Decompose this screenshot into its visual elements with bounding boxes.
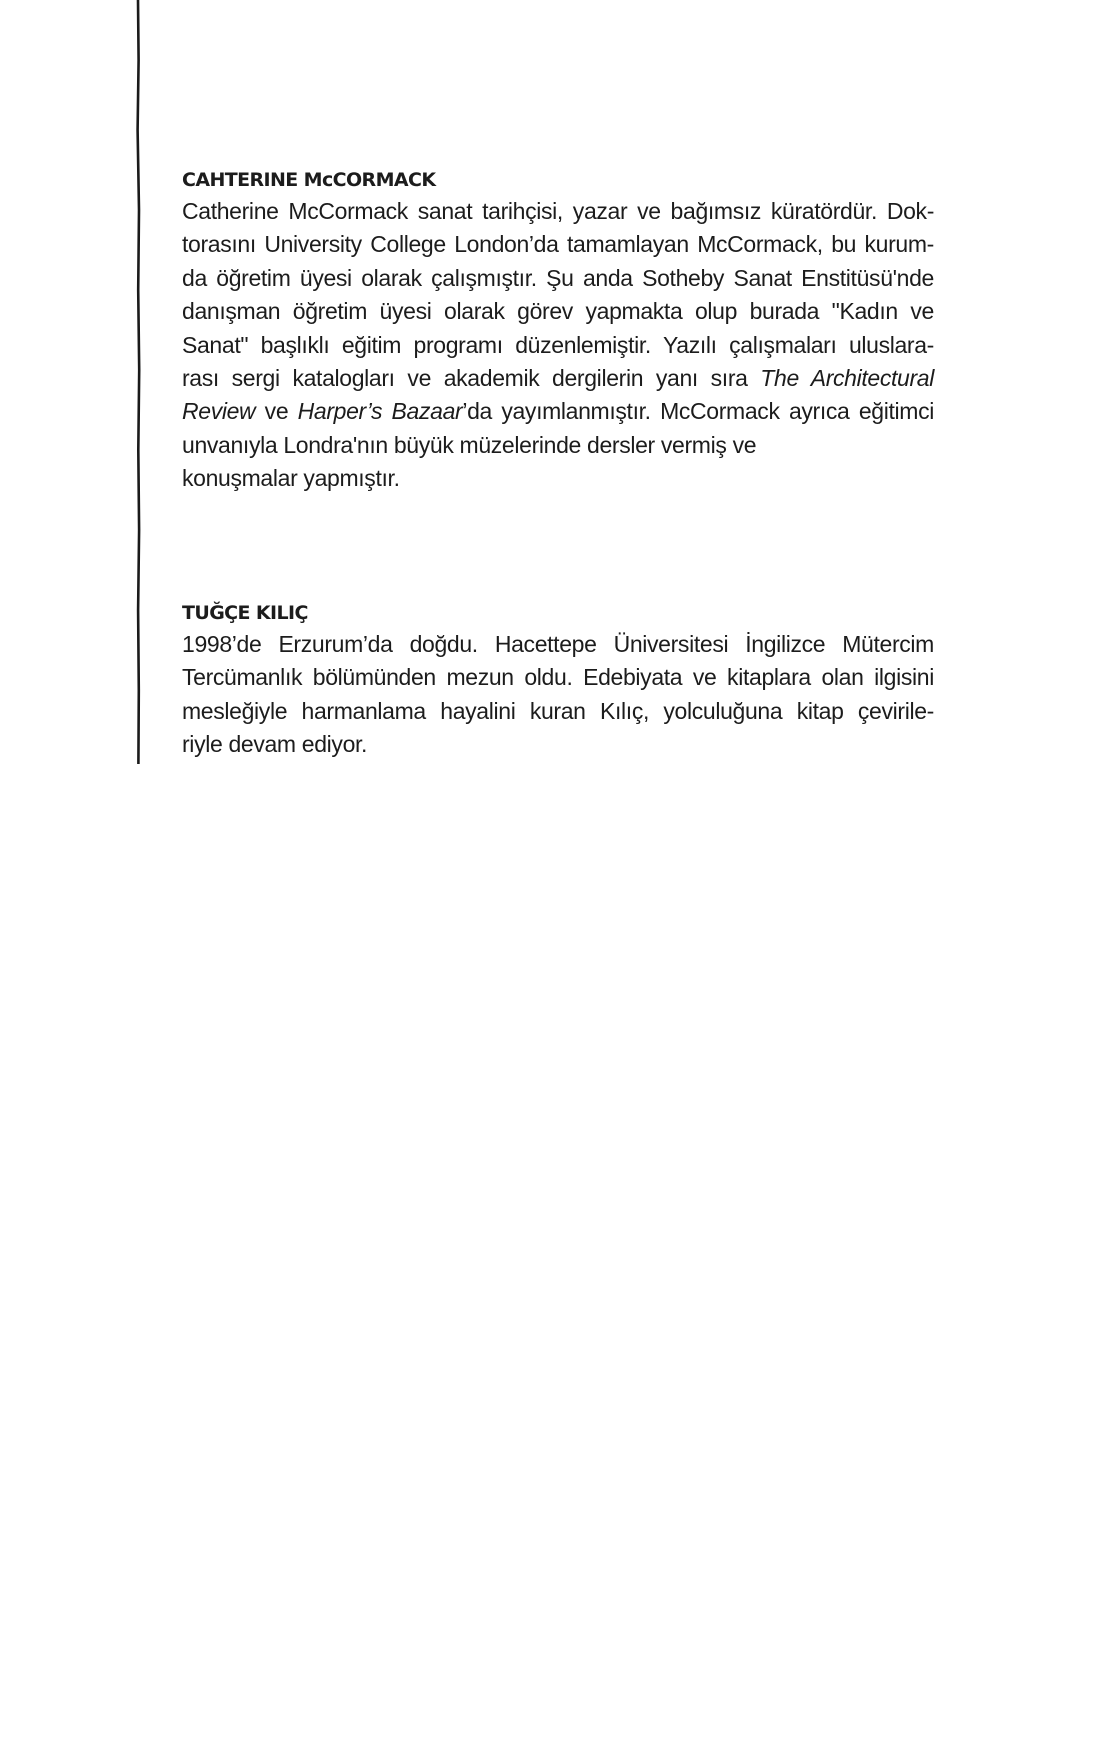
bio-line: Review ve Harper’s Bazaar’da yayımlanmıştır. McCormack ayrıca eğitimci [182, 398, 934, 425]
publication-title: The Architectural [760, 364, 935, 391]
bio-line: konuşmalar yapmıştır. [182, 465, 400, 492]
bio-line: Sanat" başlıklı eğitim programı düzenlemiştir. Yazılı çalışmaları uluslara- [182, 331, 934, 358]
author-name: CAHTERINE McCORMACK [182, 169, 436, 191]
translator-bio-text [182, 628, 934, 762]
bio-line: torasını University College London’da tamamlayan McCormack, bu kurum- [182, 231, 934, 258]
bio-line: unvanıyla Londra'nın büyük müzelerinde dersler vermiş ve [182, 431, 757, 458]
bio-line: danışman öğretim üyesi olarak görev yapmakta olup burada "Kadın ve [182, 298, 934, 325]
bio-line: Catherine McCormack sanat tarihçisi, yazar ve bağımsız küratördür. Dok- [182, 198, 934, 224]
margin-rule [134, 0, 144, 764]
translator-name: TUĞÇE KILIÇ [182, 602, 308, 624]
bio-line: mesleğiyle harmanlama hayalini kuran Kılıç, yolculuğuna kitap çevirile- [182, 697, 934, 724]
bio-line: riyle devam ediyor. [182, 731, 368, 758]
publication-title: Review [182, 398, 256, 425]
bio-line: 1998’de Erzurum’da doğdu. Hacettepe Üniversitesi İngilizce Mütercim [182, 631, 934, 657]
bio-line: Tercümanlık bölümünden mezun oldu. Edebiyata ve kitaplara olan ilgisini [182, 664, 934, 691]
author-bio-text [182, 195, 934, 496]
translator-bio [182, 598, 934, 762]
author-bio [182, 165, 934, 496]
bio-line: da öğretim üyesi olarak çalışmıştır. Şu anda Sotheby Sanat Enstitüsü'nde [182, 264, 934, 291]
bio-line: rası sergi katalogları ve akademik dergilerin yanı sıra The Architectural [182, 364, 935, 391]
publication-title: Harper’s Bazaar [297, 398, 463, 425]
